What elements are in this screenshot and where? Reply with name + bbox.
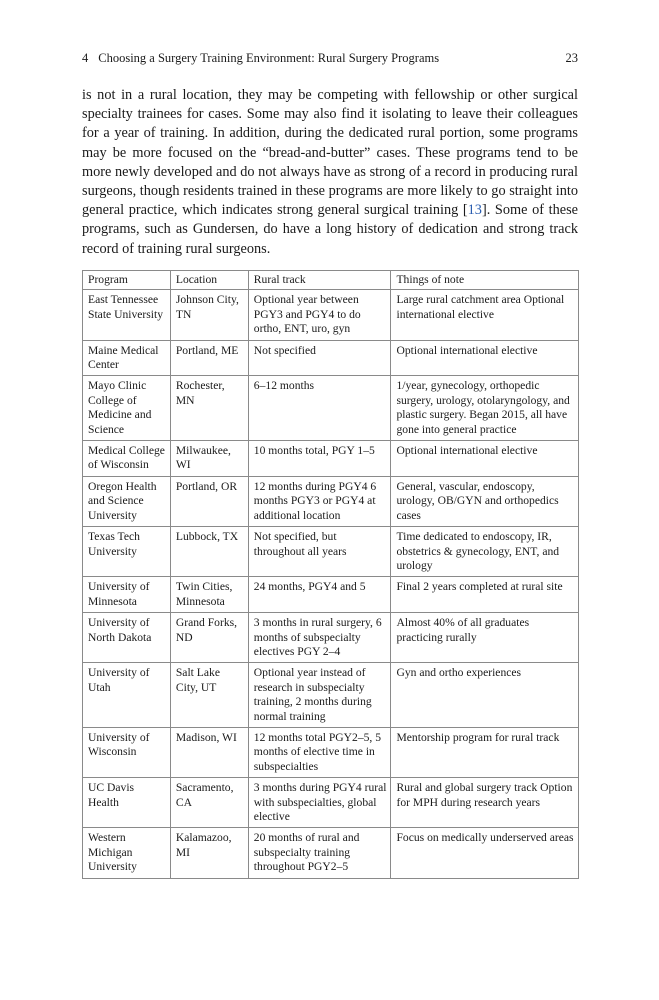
body-paragraph	[82, 86, 578, 259]
cell-location: Portland, OR	[170, 476, 248, 526]
header-program: Program	[83, 271, 171, 290]
table-row	[83, 290, 579, 340]
running-header	[82, 51, 578, 66]
cell-rural-track: 12 months total PGY2–5, 5 months of elective time in subspecialties	[248, 727, 391, 777]
cell-things-of-note: Final 2 years completed at rural site	[391, 577, 579, 613]
cell-program: Mayo Clinic College of Medicine and Science	[83, 376, 171, 441]
table-row	[83, 577, 579, 613]
cell-rural-track: 12 months during PGY4 6 months PGY3 or PGY4 at additional location	[248, 476, 391, 526]
cell-program: Maine Medical Center	[83, 340, 171, 376]
header-things-of-note: Things of note	[391, 271, 579, 290]
cell-things-of-note: Focus on medically underserved areas	[391, 828, 579, 878]
cell-program: Oregon Health and Science University	[83, 476, 171, 526]
table-row	[83, 663, 579, 728]
header-location: Location	[170, 271, 248, 290]
cell-program: University of Utah	[83, 663, 171, 728]
table-row	[83, 476, 579, 526]
table-row	[83, 778, 579, 828]
cell-location: Madison, WI	[170, 727, 248, 777]
cell-rural-track: 24 months, PGY4 and 5	[248, 577, 391, 613]
cell-location: Johnson City, TN	[170, 290, 248, 340]
page-number: 23	[565, 51, 578, 65]
cell-rural-track: 3 months in rural surgery, 6 months of subspecialty electives PGY 2–4	[248, 613, 391, 663]
cell-program: UC Davis Health	[83, 778, 171, 828]
chapter-title: Choosing a Surgery Training Environment: Rural Surgery Programs	[98, 51, 440, 65]
cell-location: Portland, ME	[170, 340, 248, 376]
table-row	[83, 441, 579, 477]
cell-location: Salt Lake City, UT	[170, 663, 248, 728]
cell-program: University of Minnesota	[83, 577, 171, 613]
table-row	[83, 613, 579, 663]
cell-program: University of Wisconsin	[83, 727, 171, 777]
cell-location: Sacramento, CA	[170, 778, 248, 828]
cell-rural-track: 10 months total, PGY 1–5	[248, 441, 391, 477]
cell-program: Texas Tech University	[83, 527, 171, 577]
table-body	[83, 290, 579, 878]
cell-things-of-note: Mentorship program for rural track	[391, 727, 579, 777]
cell-program: University of North Dakota	[83, 613, 171, 663]
cell-rural-track: 20 months of rural and subspecialty training throughout PGY2–5	[248, 828, 391, 878]
cell-things-of-note: Gyn and ortho experiences	[391, 663, 579, 728]
cell-rural-track: Not specified	[248, 340, 391, 376]
cell-location: Grand Forks, ND	[170, 613, 248, 663]
cell-location: Lubbock, TX	[170, 527, 248, 577]
citation-link[interactable]: 13	[467, 202, 482, 219]
cell-rural-track: Not specified, but throughout all years	[248, 527, 391, 577]
table-row	[83, 340, 579, 376]
cell-rural-track: Optional year between PGY3 and PGY4 to do ortho, ENT, uro, gyn	[248, 290, 391, 340]
cell-program: Western Michigan University	[83, 828, 171, 878]
cell-things-of-note: General, vascular, endoscopy, urology, OB/GYN and orthopedics cases	[391, 476, 579, 526]
cell-location: Milwaukee, WI	[170, 441, 248, 477]
running-header-title	[82, 51, 439, 66]
paragraph-text-end: ]. Some of these programs, such as Gundersen, do have a long history of dedication and strong track record of training rural surgeons.	[82, 202, 578, 257]
cell-location: Twin Cities, Minnesota	[170, 577, 248, 613]
cell-program: Medical College of Wisconsin	[83, 441, 171, 477]
cell-rural-track: Optional year instead of research in subspecialty training, 2 months during normal training	[248, 663, 391, 728]
header-rural-track: Rural track	[248, 271, 391, 290]
paragraph-text: is not in a rural location, they may be competing with fellowship or other surgical specialty trainees for cases. Some may also find it isolating to leave their colleagues for a year of training. In addition, during the dedicated rural portion, some programs may be more focused on the “bread-and-butter” cases. These programs tend to be more newly developed and do not always have as strong of a record in producing rural surgeons, though residents trained in these programs are more likely to go straight into general practice, which indicates strong general surgical training [	[82, 87, 578, 219]
cell-things-of-note: Time dedicated to endoscopy, IR, obstetrics & gynecology, ENT, and urology	[391, 527, 579, 577]
rural-programs-table	[82, 270, 579, 879]
cell-things-of-note: Rural and global surgery track Option for MPH during research years	[391, 778, 579, 828]
table-header-row	[83, 271, 579, 290]
table-row	[83, 828, 579, 878]
table-row	[83, 527, 579, 577]
cell-program: East Tennessee State University	[83, 290, 171, 340]
cell-rural-track: 3 months during PGY4 rural with subspecialties, global elective	[248, 778, 391, 828]
cell-things-of-note: 1/year, gynecology, orthopedic surgery, urology, otolaryngology, and plastic surgery. Began 2015, all have gone into general practice	[391, 376, 579, 441]
cell-location: Rochester, MN	[170, 376, 248, 441]
chapter-number: 4	[82, 51, 89, 65]
cell-things-of-note: Almost 40% of all graduates practicing rurally	[391, 613, 579, 663]
table-row	[83, 727, 579, 777]
cell-location: Kalamazoo, MI	[170, 828, 248, 878]
cell-rural-track: 6–12 months	[248, 376, 391, 441]
cell-things-of-note: Optional international elective	[391, 340, 579, 376]
cell-things-of-note: Large rural catchment area Optional international elective	[391, 290, 579, 340]
cell-things-of-note: Optional international elective	[391, 441, 579, 477]
table-row	[83, 376, 579, 441]
